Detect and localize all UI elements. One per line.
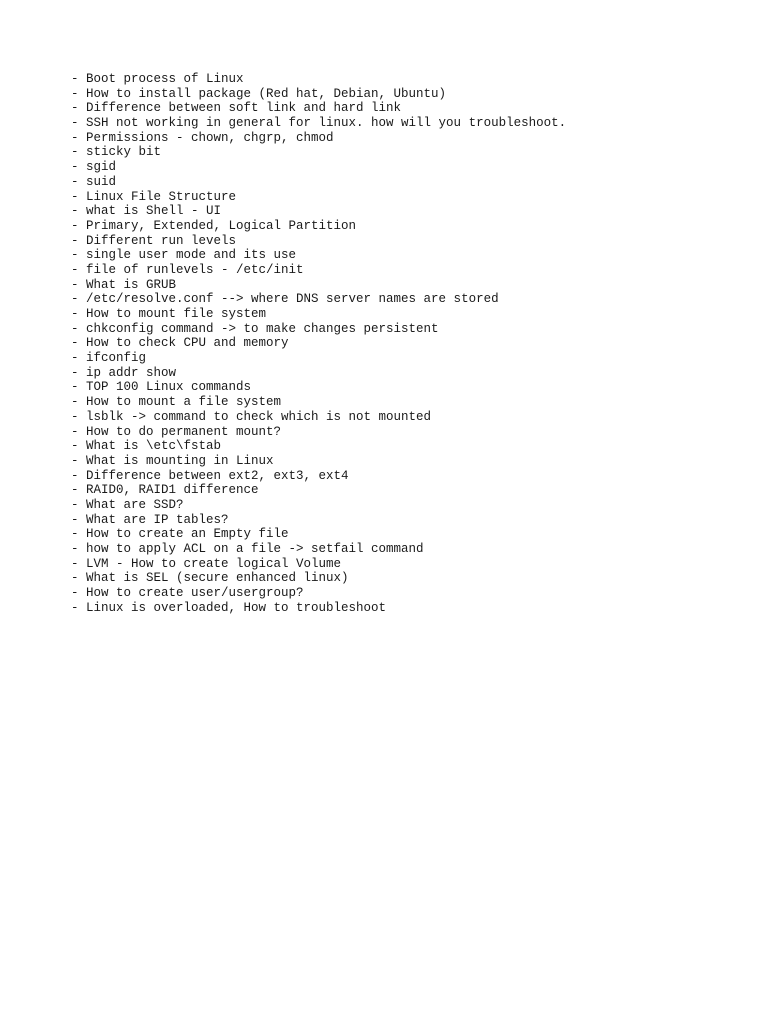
note-line: - Different run levels (71, 233, 237, 248)
note-line: - What is SEL (secure enhanced linux) (71, 571, 349, 586)
note-line: - sgid (71, 160, 117, 175)
note-line: - file of runlevels - /etc/init (71, 262, 304, 277)
note-line: - Linux is overloaded, How to troubleshoot (71, 600, 387, 615)
note-line: - LVM - How to create logical Volume (71, 556, 342, 571)
note-line: - SSH not working in general for linux. how will you troubleshoot. (71, 116, 567, 131)
note-line: - suid (71, 174, 117, 189)
note-line: - chkconfig command -> to make changes persistent (71, 321, 439, 336)
note-line: - how to apply ACL on a file -> setfail command (71, 542, 424, 556)
note-line: - What is \etc\fstab (71, 439, 222, 454)
note-line: - Primary, Extended, Logical Partition (71, 218, 357, 233)
note-line: - Linux File Structure (71, 189, 237, 204)
note-line: - How to install package (Red hat, Debian, Ubuntu) (71, 86, 447, 101)
note-line: - How to do permanent mount? (71, 424, 282, 439)
note-line: - How to create user/usergroup? (71, 586, 304, 601)
note-line: - TOP 100 Linux commands (71, 380, 252, 395)
note-line: - ifconfig (71, 351, 147, 366)
note-line: - Permissions - chown, chgrp, chmod (71, 130, 334, 145)
note-line: - What are IP tables? (71, 512, 229, 527)
notes-list (71, 72, 566, 615)
note-line: - What is GRUB (71, 277, 177, 292)
note-line: - Boot process of Linux (71, 72, 244, 86)
note-line: - What are SSD? (71, 497, 184, 512)
note-line: - single user mode and its use (71, 248, 297, 263)
note-line: - Difference between soft link and hard link (71, 101, 402, 116)
note-line: - ip addr show (71, 365, 177, 380)
note-line: - How to check CPU and memory (71, 336, 289, 351)
note-line: - How to mount file system (71, 307, 267, 321)
note-line: - What is mounting in Linux (71, 453, 274, 468)
note-line: - /etc/resolve.conf --> where DNS server names are stored (71, 292, 499, 307)
note-line: - Difference between ext2, ext3, ext4 (71, 468, 349, 483)
note-line: - How to mount a file system (71, 395, 282, 410)
note-line: - what is Shell - UI (71, 204, 222, 219)
note-line: - sticky bit (71, 145, 162, 160)
note-line: - lsblk -> command to check which is not mounted (71, 409, 432, 424)
note-line: - How to create an Empty file (71, 527, 289, 542)
note-line: - RAID0, RAID1 difference (71, 483, 259, 498)
